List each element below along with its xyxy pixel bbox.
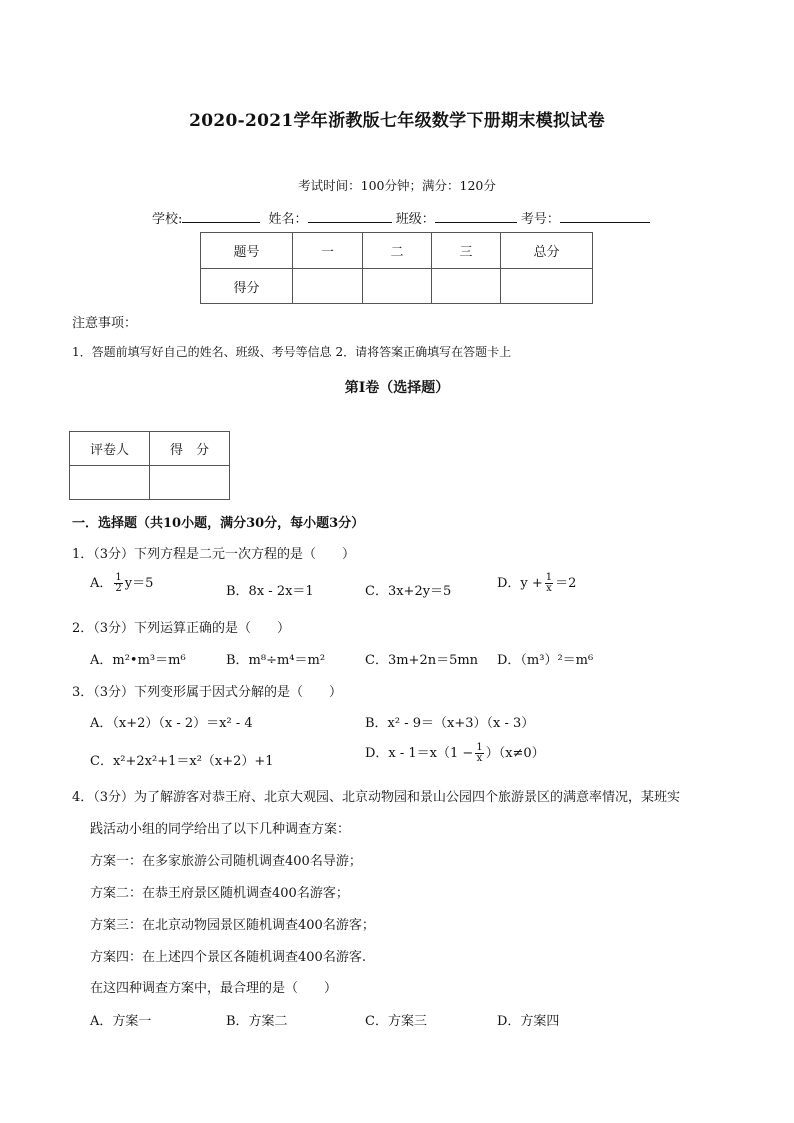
fraction: $\frac{1}{x}$ (476, 742, 483, 764)
score-table-score-cell[interactable] (293, 269, 363, 304)
question-4-option-b: B．方案二 (226, 1014, 288, 1029)
score-table (200, 232, 593, 304)
question-2-option-d: D．（m³）²＝m⁶ (497, 653, 594, 668)
class-field[interactable] (435, 208, 517, 223)
score-table-header-cell: 二 (363, 233, 432, 269)
exam-number-label: 考号： (520, 212, 560, 227)
question-1-option-b: B．8x - 2x＝1 (226, 584, 314, 599)
grader-score-cell[interactable] (150, 466, 230, 500)
question-2-option-c: C．3m+2n＝5mn (365, 653, 479, 668)
score-table-header-cell: 三 (432, 233, 501, 269)
question-4-prompt: 在这四种调查方案中，最合理的是（ ） (90, 981, 338, 996)
question-4-option-c: C．方案三 (365, 1014, 427, 1029)
question-3-option-c: C．x²+2x²+1＝x²（x+2）+1 (90, 754, 274, 769)
school-field[interactable] (182, 208, 260, 223)
question-4-plan-4: 方案四：在上述四个景区各随机调查400名游客. (90, 950, 366, 965)
question-2-option-b: B．m⁸÷m⁴＝m² (226, 653, 326, 668)
grader-cell[interactable] (70, 466, 150, 500)
grader-label: 评卷人 (70, 432, 150, 466)
exam-number-field[interactable] (560, 208, 650, 223)
name-label: 姓名： (268, 212, 308, 227)
name-field[interactable] (308, 208, 392, 223)
question-1-option-c: C．3x+2y＝5 (365, 584, 452, 599)
exam-info: 考试时间：100分钟；满分：120分 (298, 178, 496, 193)
fraction: $\frac{1}{2}$ (115, 572, 122, 594)
question-1-option-a: A． $\frac{1}{2}$ y＝5 (90, 572, 154, 594)
score-table-header-cell: 题号 (201, 233, 293, 269)
question-4-stem-line2: 践活动小组的同学给出了以下几种调查方案： (90, 822, 351, 837)
grader-score-label: 得 分 (150, 432, 230, 466)
school-label: 学校: (152, 212, 183, 227)
score-table-header-cell: 一 (293, 233, 363, 269)
question-4-option-a: A．方案一 (90, 1014, 152, 1029)
question-2-option-a: A．m²•m³＝m⁶ (90, 653, 186, 668)
score-table-score-cell[interactable] (363, 269, 432, 304)
score-table-label-cell: 得分 (201, 269, 293, 304)
class-label: 班级： (395, 212, 435, 227)
score-table-score-cell[interactable] (501, 269, 593, 304)
score-table-score-cell[interactable] (432, 269, 501, 304)
grader-table (69, 431, 230, 500)
section-title: 第Ⅰ卷（选择题） (344, 380, 450, 396)
question-4-plan-3: 方案三：在北京动物园景区随机调查400名游客； (90, 918, 375, 933)
question-2-stem: 2．（3分）下列运算正确的是（ ） (72, 621, 291, 636)
fraction: $\frac{1}{x}$ (545, 572, 553, 594)
question-3-option-b: B．x² - 9＝（x+3）（x - 3） (365, 716, 535, 731)
question-3-option-a: A．（x+2）（x - 2）＝x² - 4 (90, 716, 253, 731)
notes-heading: 注意事项： (72, 316, 138, 331)
question-4-plan-1: 方案一：在多家旅游公司随机调查400名导游； (90, 854, 362, 869)
notes-text: 1．答题前填写好自己的姓名、班级、考号等信息 2．请将答案正确填写在答题卡上 (72, 345, 512, 359)
part-heading: 一．选择题（共10小题，满分30分，每小题3分） (72, 516, 365, 531)
question-4-plan-2: 方案二：在恭王府景区随机调查400名游客； (90, 886, 349, 901)
question-1-option-d: D．y + $\frac{1}{x}$ ＝2 (497, 572, 577, 594)
page-title: 2020-2021学年浙教版七年级数学下册期末模拟试卷 (189, 111, 605, 131)
question-3-option-d: D．x - 1＝x（1 − $\frac{1}{x}$ ）（x≠0） (365, 742, 545, 764)
student-info-row (152, 208, 650, 227)
question-1-stem: 1．（3分）下列方程是二元一次方程的是（ ） (72, 547, 356, 562)
question-3-stem: 3．（3分）下列变形属于因式分解的是（ ） (72, 685, 343, 700)
question-4-stem-line1: 4．（3分）为了解游客对恭王府、北京大观园、北京动物园和景山公园四个旅游景区的满意率情况，某班实 (72, 790, 681, 805)
score-table-header-cell: 总分 (501, 233, 593, 269)
question-4-option-d: D．方案四 (497, 1014, 560, 1029)
